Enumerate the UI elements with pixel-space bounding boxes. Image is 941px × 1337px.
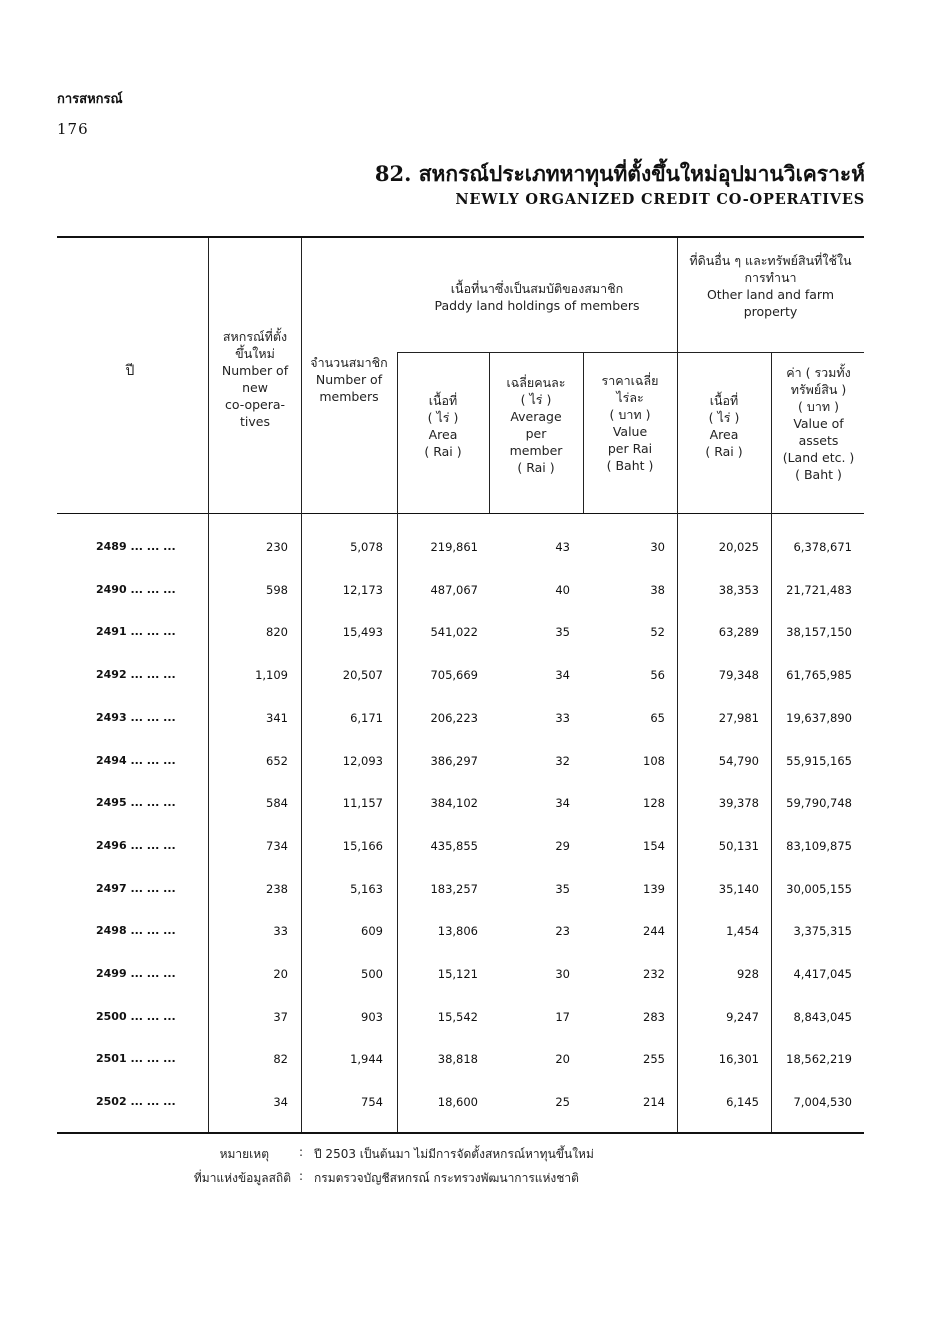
cell-area: 219,861 xyxy=(430,540,478,554)
cell-area: 386,297 xyxy=(430,754,478,768)
row-year: 2494 ... ... ... xyxy=(96,754,176,767)
remark-label: หมายเหตุ xyxy=(219,1147,269,1161)
cell-members: 500 xyxy=(361,967,383,981)
source-text: กรมตรวจบัญชีสหกรณ์ กระทรวงพัฒนาการแห่งชาติ xyxy=(314,1171,579,1185)
cell-area: 384,102 xyxy=(430,796,478,810)
cell-other-area: 1,454 xyxy=(726,924,759,938)
cell-other-area: 16,301 xyxy=(718,1052,759,1066)
column-divider xyxy=(489,352,490,513)
running-head: การสหกรณ์ xyxy=(57,92,123,107)
header-other-area: เนื้อที่ ( ไร่ ) Area ( Rai ) xyxy=(705,393,743,459)
group-header-rule xyxy=(397,352,864,353)
table-bottom-rule xyxy=(57,1132,864,1134)
cell-avg: 30 xyxy=(555,967,570,981)
cell-value: 52 xyxy=(650,625,665,639)
header-asset-value: ค่า ( รวมทั้ง ทรัพย์สิน ) ( บาท ) Value of assets (Land etc. ) ( Baht ) xyxy=(782,365,855,482)
row-year: 2500 ... ... ... xyxy=(96,1010,176,1023)
cell-avg: 17 xyxy=(555,1010,570,1024)
cell-avg: 32 xyxy=(555,754,570,768)
cell-value: 154 xyxy=(643,839,665,853)
row-year: 2497 ... ... ... xyxy=(96,882,176,895)
column-divider xyxy=(583,352,584,513)
cell-other-area: 27,981 xyxy=(718,711,759,725)
cell-value: 38 xyxy=(650,583,665,597)
cell-assets: 59,790,748 xyxy=(786,796,852,810)
cell-assets: 8,843,045 xyxy=(793,1010,852,1024)
cell-avg: 33 xyxy=(555,711,570,725)
cell-area: 15,542 xyxy=(437,1010,478,1024)
cell-value: 139 xyxy=(643,882,665,896)
row-year: 2502 ... ... ... xyxy=(96,1095,176,1108)
row-year: 2499 ... ... ... xyxy=(96,967,176,980)
cell-assets: 61,765,985 xyxy=(786,668,852,682)
table-title-english: NEWLY ORGANIZED CREDIT CO-OPERATIVES xyxy=(455,191,865,208)
cell-value: 255 xyxy=(643,1052,665,1066)
row-year: 2489 ... ... ... xyxy=(96,540,176,553)
cell-value: 232 xyxy=(643,967,665,981)
cell-value: 244 xyxy=(643,924,665,938)
row-year: 2496 ... ... ... xyxy=(96,839,176,852)
cell-avg: 29 xyxy=(555,839,570,853)
cell-value: 65 xyxy=(650,711,665,725)
cell-members: 903 xyxy=(361,1010,383,1024)
cell-other-area: 20,025 xyxy=(718,540,759,554)
cell-assets: 7,004,530 xyxy=(793,1095,852,1109)
cell-value: 108 xyxy=(643,754,665,768)
remark-text: ปี 2503 เป็นต้นมา ไม่มีการจัดตั้งสหกรณ์หาทุนขึ้นใหม่ xyxy=(314,1147,594,1161)
cell-avg: 23 xyxy=(555,924,570,938)
cell-assets: 21,721,483 xyxy=(786,583,852,597)
cell-value: 283 xyxy=(643,1010,665,1024)
cell-area: 18,600 xyxy=(437,1095,478,1109)
source-separator: : xyxy=(299,1169,304,1183)
cell-new-coops: 598 xyxy=(266,583,288,597)
cell-other-area: 63,289 xyxy=(718,625,759,639)
cell-new-coops: 238 xyxy=(266,882,288,896)
cell-area: 541,022 xyxy=(430,625,478,639)
cell-members: 6,171 xyxy=(350,711,383,725)
cell-value: 128 xyxy=(643,796,665,810)
cell-members: 5,163 xyxy=(350,882,383,896)
cell-members: 20,507 xyxy=(342,668,383,682)
cell-new-coops: 34 xyxy=(273,1095,288,1109)
column-divider xyxy=(301,238,302,1132)
cell-new-coops: 341 xyxy=(266,711,288,725)
cell-avg: 34 xyxy=(555,668,570,682)
cell-area: 15,121 xyxy=(437,967,478,981)
cell-new-coops: 230 xyxy=(266,540,288,554)
cell-other-area: 79,348 xyxy=(718,668,759,682)
cell-avg: 40 xyxy=(555,583,570,597)
cell-value: 56 xyxy=(650,668,665,682)
cell-members: 754 xyxy=(361,1095,383,1109)
cell-new-coops: 820 xyxy=(266,625,288,639)
cell-area: 38,818 xyxy=(437,1052,478,1066)
cell-area: 487,067 xyxy=(430,583,478,597)
cell-other-area: 6,145 xyxy=(726,1095,759,1109)
cell-members: 1,944 xyxy=(350,1052,383,1066)
cell-assets: 19,637,890 xyxy=(786,711,852,725)
cell-assets: 83,109,875 xyxy=(786,839,852,853)
cell-new-coops: 584 xyxy=(266,796,288,810)
table-top-rule xyxy=(57,236,864,238)
cell-assets: 55,915,165 xyxy=(786,754,852,768)
source-label: ที่มาแห่งข้อมูลสถิติ xyxy=(193,1171,291,1185)
cell-new-coops: 1,109 xyxy=(255,668,288,682)
cell-new-coops: 734 xyxy=(266,839,288,853)
row-year: 2498 ... ... ... xyxy=(96,924,176,937)
row-year: 2493 ... ... ... xyxy=(96,711,176,724)
cell-new-coops: 37 xyxy=(273,1010,288,1024)
cell-other-area: 9,247 xyxy=(726,1010,759,1024)
header-average-per-member: เฉลี่ยคนละ ( ไร่ ) Average per member ( Rai ) xyxy=(506,375,566,475)
header-value-per-rai: ราคาเฉลี่ย ไร่ละ ( บาท ) Value per Rai ( Baht ) xyxy=(601,373,659,473)
row-year: 2501 ... ... ... xyxy=(96,1052,176,1065)
cell-other-area: 928 xyxy=(737,967,759,981)
cell-assets: 3,375,315 xyxy=(793,924,852,938)
cell-avg: 20 xyxy=(555,1052,570,1066)
cell-assets: 30,005,155 xyxy=(786,882,852,896)
cell-members: 15,166 xyxy=(342,839,383,853)
cell-other-area: 38,353 xyxy=(718,583,759,597)
cell-other-area: 54,790 xyxy=(718,754,759,768)
cell-members: 609 xyxy=(361,924,383,938)
header-new-coops: สหกรณ์ที่ตั้ง ขึ้นใหม่ Number of new co-opera- tives xyxy=(221,329,289,429)
header-area: เนื้อที่ ( ไร่ ) Area ( Rai ) xyxy=(424,393,462,459)
cell-other-area: 50,131 xyxy=(718,839,759,853)
cell-avg: 25 xyxy=(555,1095,570,1109)
row-year: 2495 ... ... ... xyxy=(96,796,176,809)
cell-new-coops: 33 xyxy=(273,924,288,938)
cell-assets: 18,562,219 xyxy=(786,1052,852,1066)
cell-members: 11,157 xyxy=(342,796,383,810)
cell-avg: 35 xyxy=(555,625,570,639)
cell-avg: 34 xyxy=(555,796,570,810)
column-divider xyxy=(208,238,209,1132)
column-divider xyxy=(677,238,678,1132)
header-year: ปี xyxy=(125,363,135,379)
row-year: 2491 ... ... ... xyxy=(96,625,176,638)
cell-value: 30 xyxy=(650,540,665,554)
cell-avg: 35 xyxy=(555,882,570,896)
cell-area: 13,806 xyxy=(437,924,478,938)
cell-members: 12,093 xyxy=(342,754,383,768)
cell-assets: 6,378,671 xyxy=(793,540,852,554)
page-number: 176 xyxy=(57,120,89,138)
cell-new-coops: 82 xyxy=(273,1052,288,1066)
table-title-thai: 82. สหกรณ์ประเภทหาทุนที่ตั้งขึ้นใหม่อุปมานวิเคราะห์ xyxy=(374,161,865,186)
row-year: 2492 ... ... ... xyxy=(96,668,176,681)
cell-new-coops: 652 xyxy=(266,754,288,768)
cell-area: 705,669 xyxy=(430,668,478,682)
cell-assets: 38,157,150 xyxy=(786,625,852,639)
cell-other-area: 35,140 xyxy=(718,882,759,896)
cell-area: 183,257 xyxy=(430,882,478,896)
cell-avg: 43 xyxy=(555,540,570,554)
header-other-land-group: ที่ดินอื่น ๆ และทรัพย์สินที่ใช้ใน การทำนา Other land and farm property xyxy=(689,253,852,319)
cell-area: 206,223 xyxy=(430,711,478,725)
cell-members: 12,173 xyxy=(342,583,383,597)
cell-area: 435,855 xyxy=(430,839,478,853)
cell-assets: 4,417,045 xyxy=(793,967,852,981)
cell-other-area: 39,378 xyxy=(718,796,759,810)
header-bottom-rule xyxy=(57,513,864,514)
row-year: 2490 ... ... ... xyxy=(96,583,176,596)
remark-separator: : xyxy=(299,1145,304,1159)
cell-new-coops: 20 xyxy=(273,967,288,981)
cell-value: 214 xyxy=(643,1095,665,1109)
header-paddy-group: เนื้อที่นาซึ่งเป็นสมบัติของสมาชิก Paddy land holdings of members xyxy=(434,281,640,313)
header-members: จำนวนสมาชิก Number of members xyxy=(310,355,388,404)
cell-members: 5,078 xyxy=(350,540,383,554)
cell-members: 15,493 xyxy=(342,625,383,639)
